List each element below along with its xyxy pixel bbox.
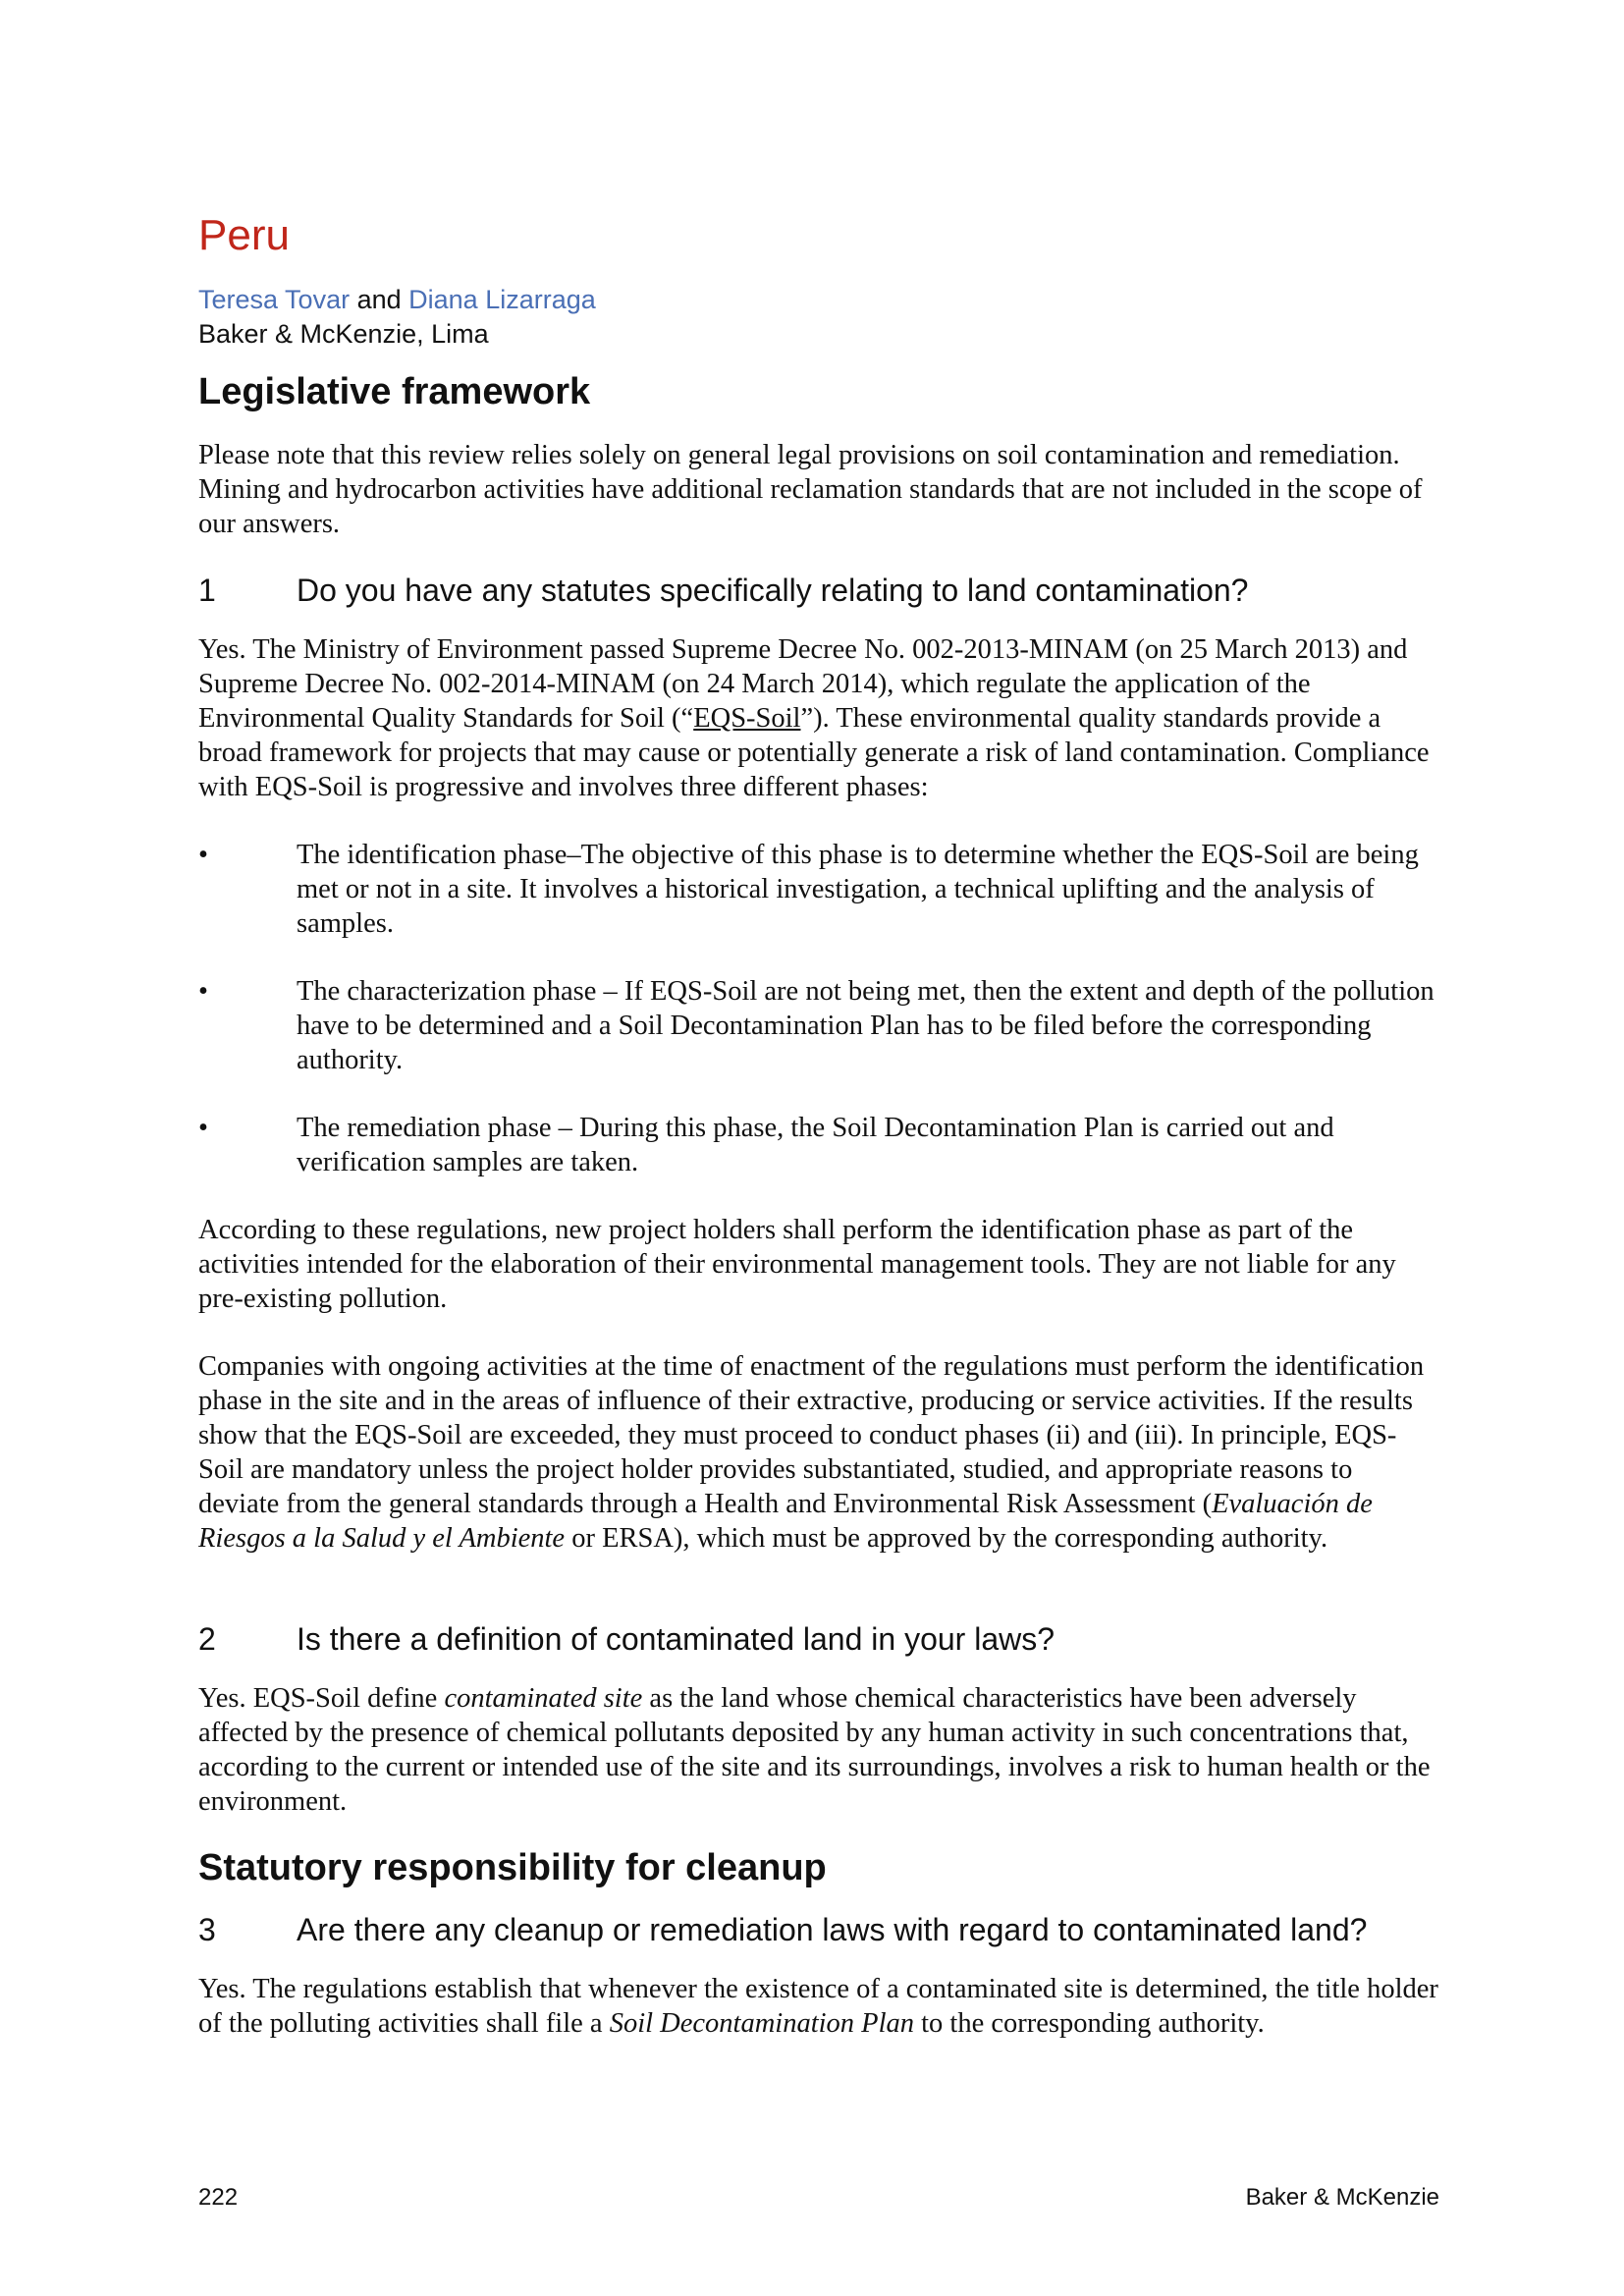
question-1 [198, 570, 1248, 611]
intro-paragraph: Please note that this review relies solely on general legal provisions on soil contamination and remediation. Mining and hydrocarbon activities have additional reclamation standards that are not included in the scope of our answers. [198, 440, 1423, 539]
section-heading-legislative: Legislative framework [198, 371, 591, 412]
footer-firm: Baker & McKenzie [1245, 2184, 1439, 2211]
question-2 [198, 1618, 1055, 1660]
section-heading-statutory: Statutory responsibility for cleanup [198, 1847, 827, 1888]
author-line [198, 283, 596, 316]
author-diana-lizarraga[interactable]: Diana Lizarraga [408, 285, 596, 314]
country-title: Peru [198, 211, 290, 259]
answer-2-paragraph [198, 1681, 1439, 1819]
bullet-icon: • [198, 840, 208, 870]
bullet-text-characterization: The characterization phase – If EQS-Soil are not being met, then the extent and depth of the pollution have to be determined and a Soil Decontamination Plan has to be filed before the corresponding authority. [297, 976, 1435, 1075]
paragraph-3-text-b: or ERSA), which must be approved by the corresponding authority. [565, 1523, 1328, 1554]
answer-3-text-a: Yes. The regulations establish that whenever the existence of a contaminated site is determined, the title holder of the polluting activities shall file a [198, 1974, 1438, 2039]
answer-1-text-a: Yes. The Ministry of Environment passed Supreme Decree No. 002-2013-MINAM (on 25 March 2013) and Supreme Decree No. 002-2014-MINAM (on 24 March 2014), which regulate the application of the Environmental Quality Standards for Soil (“ [198, 634, 1408, 734]
question-number: 2 [198, 1621, 216, 1657]
bullet-icon: • [198, 1113, 208, 1143]
defined-term-soil-plan: Soil Decontamination Plan [609, 2008, 915, 2039]
list-item [198, 974, 1439, 1077]
answer-1-paragraph-3 [198, 1349, 1439, 1556]
paragraph-3-text-a: Companies with ongoing activities at the time of enactment of the regulations must perform the identification phase in the site and in the areas of influence of their extractive, producing or service activities. If the results show that the EQS-Soil are exceeded, they must proceed to conduct phases (ii) and (iii). In principle, EQS-Soil are mandatory unless the project holder provides substantiated, studied, and appropriate reasons to deviate from the general standards through a Health and Environmental Risk Assessment ( [198, 1351, 1425, 1519]
author-teresa-tovar[interactable]: Teresa Tovar [198, 285, 351, 314]
answer-2-text-b: as the land whose chemical characteristics have been adversely affected by the presence of chemical pollutants deposited by any human activity in such concentrations that, according to the current or intended use of the site and its surroundings, involves a risk to human health or the environment. [198, 1683, 1431, 1817]
list-item [198, 838, 1439, 941]
list-item [198, 1111, 1439, 1179]
question-3 [198, 1909, 1367, 1950]
answer-1-text-b: ”). These environmental quality standards provide a broad framework for projects that may cause or potentially generate a risk of land contamination. Compliance with EQS-Soil is progressive and involves three different phases: [198, 703, 1430, 802]
author-conjunction: and [350, 285, 409, 314]
page-number: 222 [198, 2184, 239, 2211]
answer-1-paragraph-2: According to these regulations, new project holders shall perform the identification phase as part of the activities intended for the elaboration of their environmental management tools. They are not liable for any pre-existing pollution. [198, 1215, 1396, 1314]
answer-3-text-b: to the corresponding authority. [914, 2008, 1265, 2039]
defined-term-eqs-soil: EQS-Soil [693, 703, 801, 734]
defined-term-contaminated-site: contaminated site [444, 1683, 643, 1714]
question-text: Are there any cleanup or remediation laws with regard to contaminated land? [297, 1912, 1368, 1947]
question-text: Do you have any statutes specifically relating to land contamination? [297, 573, 1249, 608]
question-number: 1 [198, 573, 216, 608]
bullet-text-identification: The identification phase–The objective of this phase is to determine whether the EQS-Soil are being met or not in a site. It involves a historical investigation, a technical uplifting and the analysis of samples. [297, 840, 1419, 939]
author-firm: Baker & McKenzie, Lima [198, 319, 489, 349]
ersa-spanish-term: Evaluación de Riesgos a la Salud y el Ambiente [198, 1489, 1373, 1554]
answer-2-text-a: Yes. EQS-Soil define [198, 1683, 445, 1714]
question-number: 3 [198, 1912, 216, 1947]
question-text: Is there a definition of contaminated land in your laws? [297, 1621, 1056, 1657]
answer-3-paragraph [198, 1972, 1439, 2041]
answer-1-paragraph [198, 632, 1439, 804]
bullet-icon: • [198, 976, 208, 1007]
bullet-text-remediation: The remediation phase – During this phase, the Soil Decontamination Plan is carried out and verification samples are taken. [297, 1113, 1334, 1177]
